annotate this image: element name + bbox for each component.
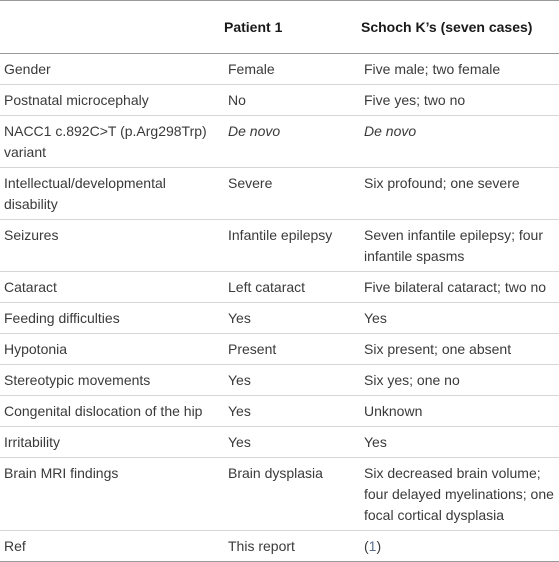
- header-feature: [0, 1, 220, 54]
- patient-value: Severe: [220, 168, 357, 220]
- patient-value: Yes: [220, 303, 357, 334]
- row-label: Congenital dislocation of the hip: [0, 396, 220, 427]
- table-row-variant: [0, 116, 559, 168]
- schoch-value: Yes: [357, 427, 559, 458]
- patient-value: Present: [220, 334, 357, 365]
- row-label: Hypotonia: [0, 334, 220, 365]
- table-row-seizures: [0, 220, 559, 272]
- patient-value: No: [220, 85, 357, 116]
- header-schoch-cases: Schoch K’s (seven cases): [357, 1, 559, 54]
- patient-value: Yes: [220, 396, 357, 427]
- schoch-value: Seven infantile epilepsy; four infantile spasms: [357, 220, 559, 272]
- patient-value: Female: [220, 54, 357, 85]
- patient-value: This report: [220, 531, 357, 562]
- schoch-value: [357, 531, 559, 562]
- schoch-value: Unknown: [357, 396, 559, 427]
- row-label: Seizures: [0, 220, 220, 272]
- row-label: NACC1 c.892C>T (p.Arg298Trp) variant: [0, 116, 220, 168]
- table-row-stereotypic: [0, 365, 559, 396]
- table-row-cataract: [0, 272, 559, 303]
- schoch-value: Five bilateral cataract; two no: [357, 272, 559, 303]
- schoch-value: Six yes; one no: [357, 365, 559, 396]
- schoch-value: Yes: [357, 303, 559, 334]
- patient-value: Left cataract: [220, 272, 357, 303]
- table-row-disability: [0, 168, 559, 220]
- row-label: Stereotypic movements: [0, 365, 220, 396]
- schoch-value: De novo: [357, 116, 559, 168]
- row-label: Postnatal microcephaly: [0, 85, 220, 116]
- schoch-value: Six profound; one severe: [357, 168, 559, 220]
- ref-close-paren: ): [376, 538, 382, 554]
- schoch-value: Six present; one absent: [357, 334, 559, 365]
- reference-link[interactable]: 1: [368, 538, 377, 554]
- patient-value: Brain dysplasia: [220, 458, 357, 531]
- row-label: Irritability: [0, 427, 220, 458]
- patient-value: Yes: [220, 427, 357, 458]
- table-row-hypotonia: [0, 334, 559, 365]
- patient-value: Infantile epilepsy: [220, 220, 357, 272]
- ref-open-paren: (: [364, 538, 369, 554]
- row-label: Cataract: [0, 272, 220, 303]
- schoch-value: Five male; two female: [357, 54, 559, 85]
- table-header: [0, 1, 559, 54]
- row-label: Feeding difficulties: [0, 303, 220, 334]
- row-label: Ref: [0, 531, 220, 562]
- table-body: [0, 54, 559, 562]
- table-row-feeding: [0, 303, 559, 334]
- row-label: Brain MRI findings: [0, 458, 220, 531]
- schoch-value: Five yes; two no: [357, 85, 559, 116]
- header-patient-1: Patient 1: [220, 1, 357, 54]
- patient-value: Yes: [220, 365, 357, 396]
- schoch-value: Six decreased brain volume; four delayed myelinations; one focal cortical dysplasia: [357, 458, 559, 531]
- table-row-microcephaly: [0, 85, 559, 116]
- table-row-mri: [0, 458, 559, 531]
- header-row: [0, 1, 559, 54]
- table-row-gender: [0, 54, 559, 85]
- table-row-ref: [0, 531, 559, 562]
- table-row-irritability: [0, 427, 559, 458]
- row-label: Gender: [0, 54, 220, 85]
- table-row-hip: [0, 396, 559, 427]
- row-label: Intellectual/developmental disability: [0, 168, 220, 220]
- patient-value: De novo: [220, 116, 357, 168]
